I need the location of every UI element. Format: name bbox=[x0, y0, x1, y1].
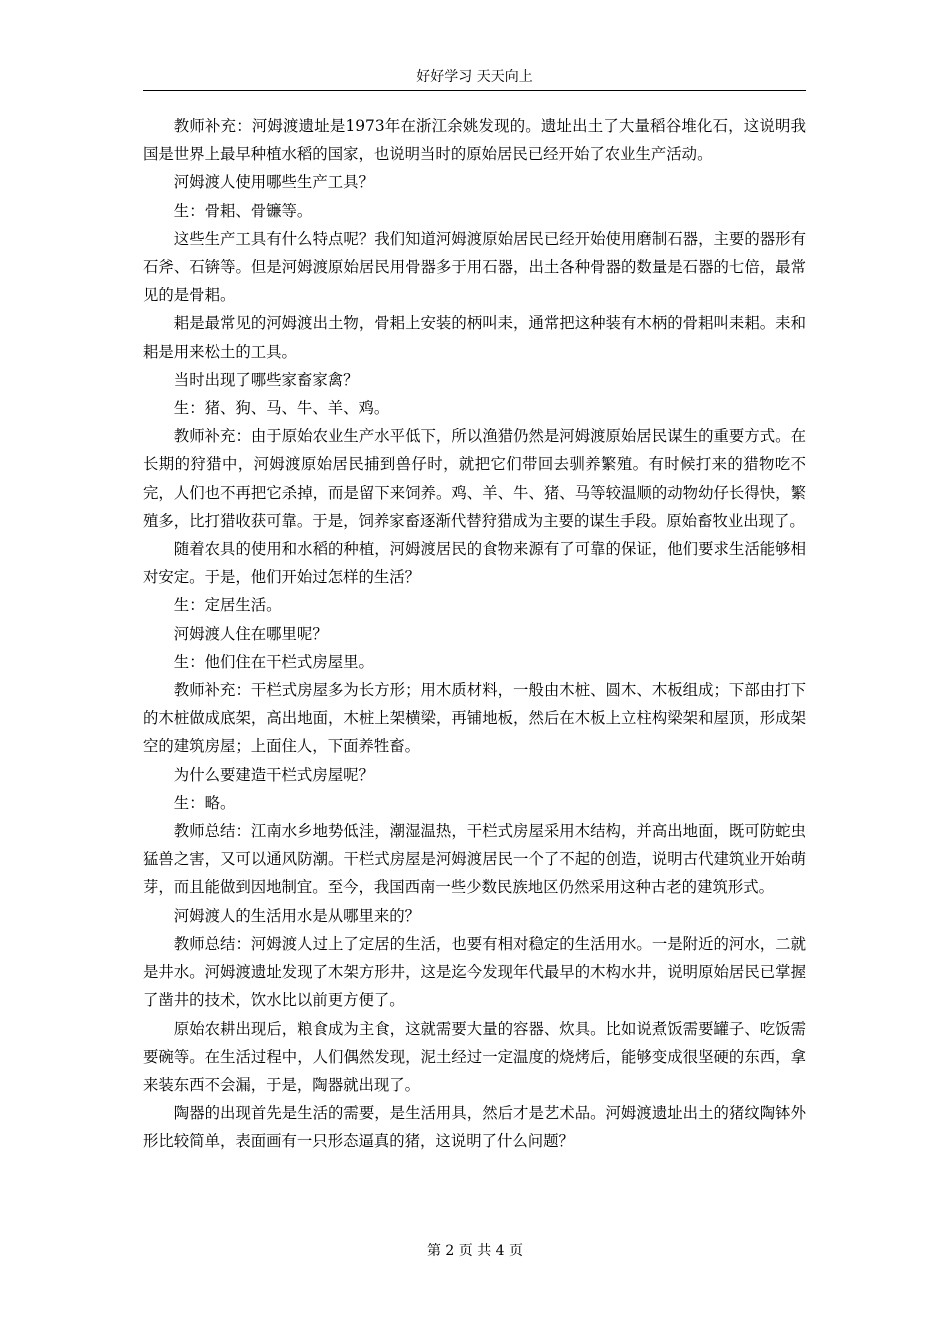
paragraph: 河姆渡人住在哪里呢？ bbox=[173, 624, 328, 643]
page-header bbox=[143, 66, 806, 91]
paragraph: 生：骨耜、骨镰等。 bbox=[173, 201, 313, 220]
paragraph: 生：定居生活。 bbox=[173, 596, 282, 615]
paragraph: 教师总结：河姆渡人过上了定居的生活，也要有相对稳定的生活用水。一是附近的河水，二就是井水。河姆渡遗址发现了木架方形井，这是迄今发现年代最早的木构水井，说明原始居民已掌握了凿井的技术，饮水比以前更方便了。 bbox=[143, 934, 806, 1010]
paragraph: 教师补充：由于原始农业生产水平低下，所以渔猎仍然是河姆渡原始居民谋生的重要方式。在长期的狩猎中，河姆渡原始居民捕到兽仔时，就把它们带回去驯养繁殖。有时候打来的猎物吃不完，人们也不再把它杀掉，而是留下来饲养。鸡、羊、牛、猪、马等较温顺的动物幼仔长得快，繁殖多，比打猎收获可靠。于是，饲养家畜逐渐代替狩猎成为主要的谋生手段。原始畜牧业出现了。 bbox=[143, 427, 806, 530]
paragraph: 生：猪、狗、马、牛、羊、鸡。 bbox=[173, 399, 390, 418]
paragraph: 当时出现了哪些家畜家禽？ bbox=[173, 370, 359, 389]
paragraph: 陶器的出现首先是生活的需要，是生活用具，然后才是艺术品。河姆渡遗址出土的猪纹陶钵外形比较简单，表面画有一只形态逼真的猪，这说明了什么问题？ bbox=[143, 1104, 806, 1151]
page-footer bbox=[0, 1240, 950, 1262]
paragraph: 生：他们住在干栏式房屋里。 bbox=[173, 652, 374, 671]
header-title: 好好学习 天天向上 bbox=[416, 69, 533, 85]
paragraph: 耜是最常见的河姆渡出土物，骨耜上安装的柄叫耒，通常把这种装有木柄的骨耜叫耒耜。耒和耜是用来松土的工具。 bbox=[143, 314, 806, 361]
paragraph: 生：略。 bbox=[173, 793, 236, 812]
paragraph: 这些生产工具有什么特点呢？我们知道河姆渡原始居民已经开始使用磨制石器，主要的器形有石斧、石锛等。但是河姆渡原始居民用骨器多于用石器，出土各种骨器的数量是石器的七倍，最常见的是骨耜。 bbox=[143, 229, 806, 305]
paragraph: 教师补充：干栏式房屋多为长方形；用木质材料，一般由木桩、圆木、木板组成；下部由打下的木桩做成底架，高出地面，木桩上架横梁，再铺地板，然后在木板上立柱构梁架和屋顶，形成架空的建筑房屋；上面住人，下面养牲畜。 bbox=[143, 681, 806, 756]
paragraph: 教师补充：河姆渡遗址是1973年在浙江余姚发现的。遗址出土了大量稻谷堆化石，这说明我国是世界上最早种植水稻的国家，也说明当时的原始居民已经开始了农业生产活动。 bbox=[143, 117, 806, 164]
document-body bbox=[143, 112, 806, 1156]
paragraph: 河姆渡人的生活用水是从哪里来的？ bbox=[173, 906, 421, 925]
paragraph: 河姆渡人使用哪些生产工具？ bbox=[173, 173, 374, 192]
paragraph: 原始农耕出现后，粮食成为主食，这就需要大量的容器、炊具。比如说煮饭需要罐子、吃饭需要碗等。在生活过程中，人们偶然发现，泥土经过一定温度的烧烤后，能够变成很坚硬的东西，拿来装东西不会漏，于是，陶器就出现了。 bbox=[143, 1019, 806, 1094]
paragraph: 随着农具的使用和水稻的种植，河姆渡居民的食物来源有了可靠的保证，他们要求生活能够相对安定。于是，他们开始过怎样的生活？ bbox=[143, 540, 806, 587]
paragraph: 为什么要建造干栏式房屋呢？ bbox=[173, 765, 374, 784]
paragraph: 教师总结：江南水乡地势低洼，潮湿温热，干栏式房屋采用木结构，并高出地面，既可防蛇虫猛兽之害，又可以通风防潮。干栏式房屋是河姆渡居民一个了不起的创造，说明古代建筑业开始萌芽，而且能做到因地制宜。至今，我国西南一些少数民族地区仍然采用这种古老的建筑形式。 bbox=[143, 822, 806, 897]
page-number: 第 2 页 共 4 页 bbox=[426, 1243, 524, 1259]
